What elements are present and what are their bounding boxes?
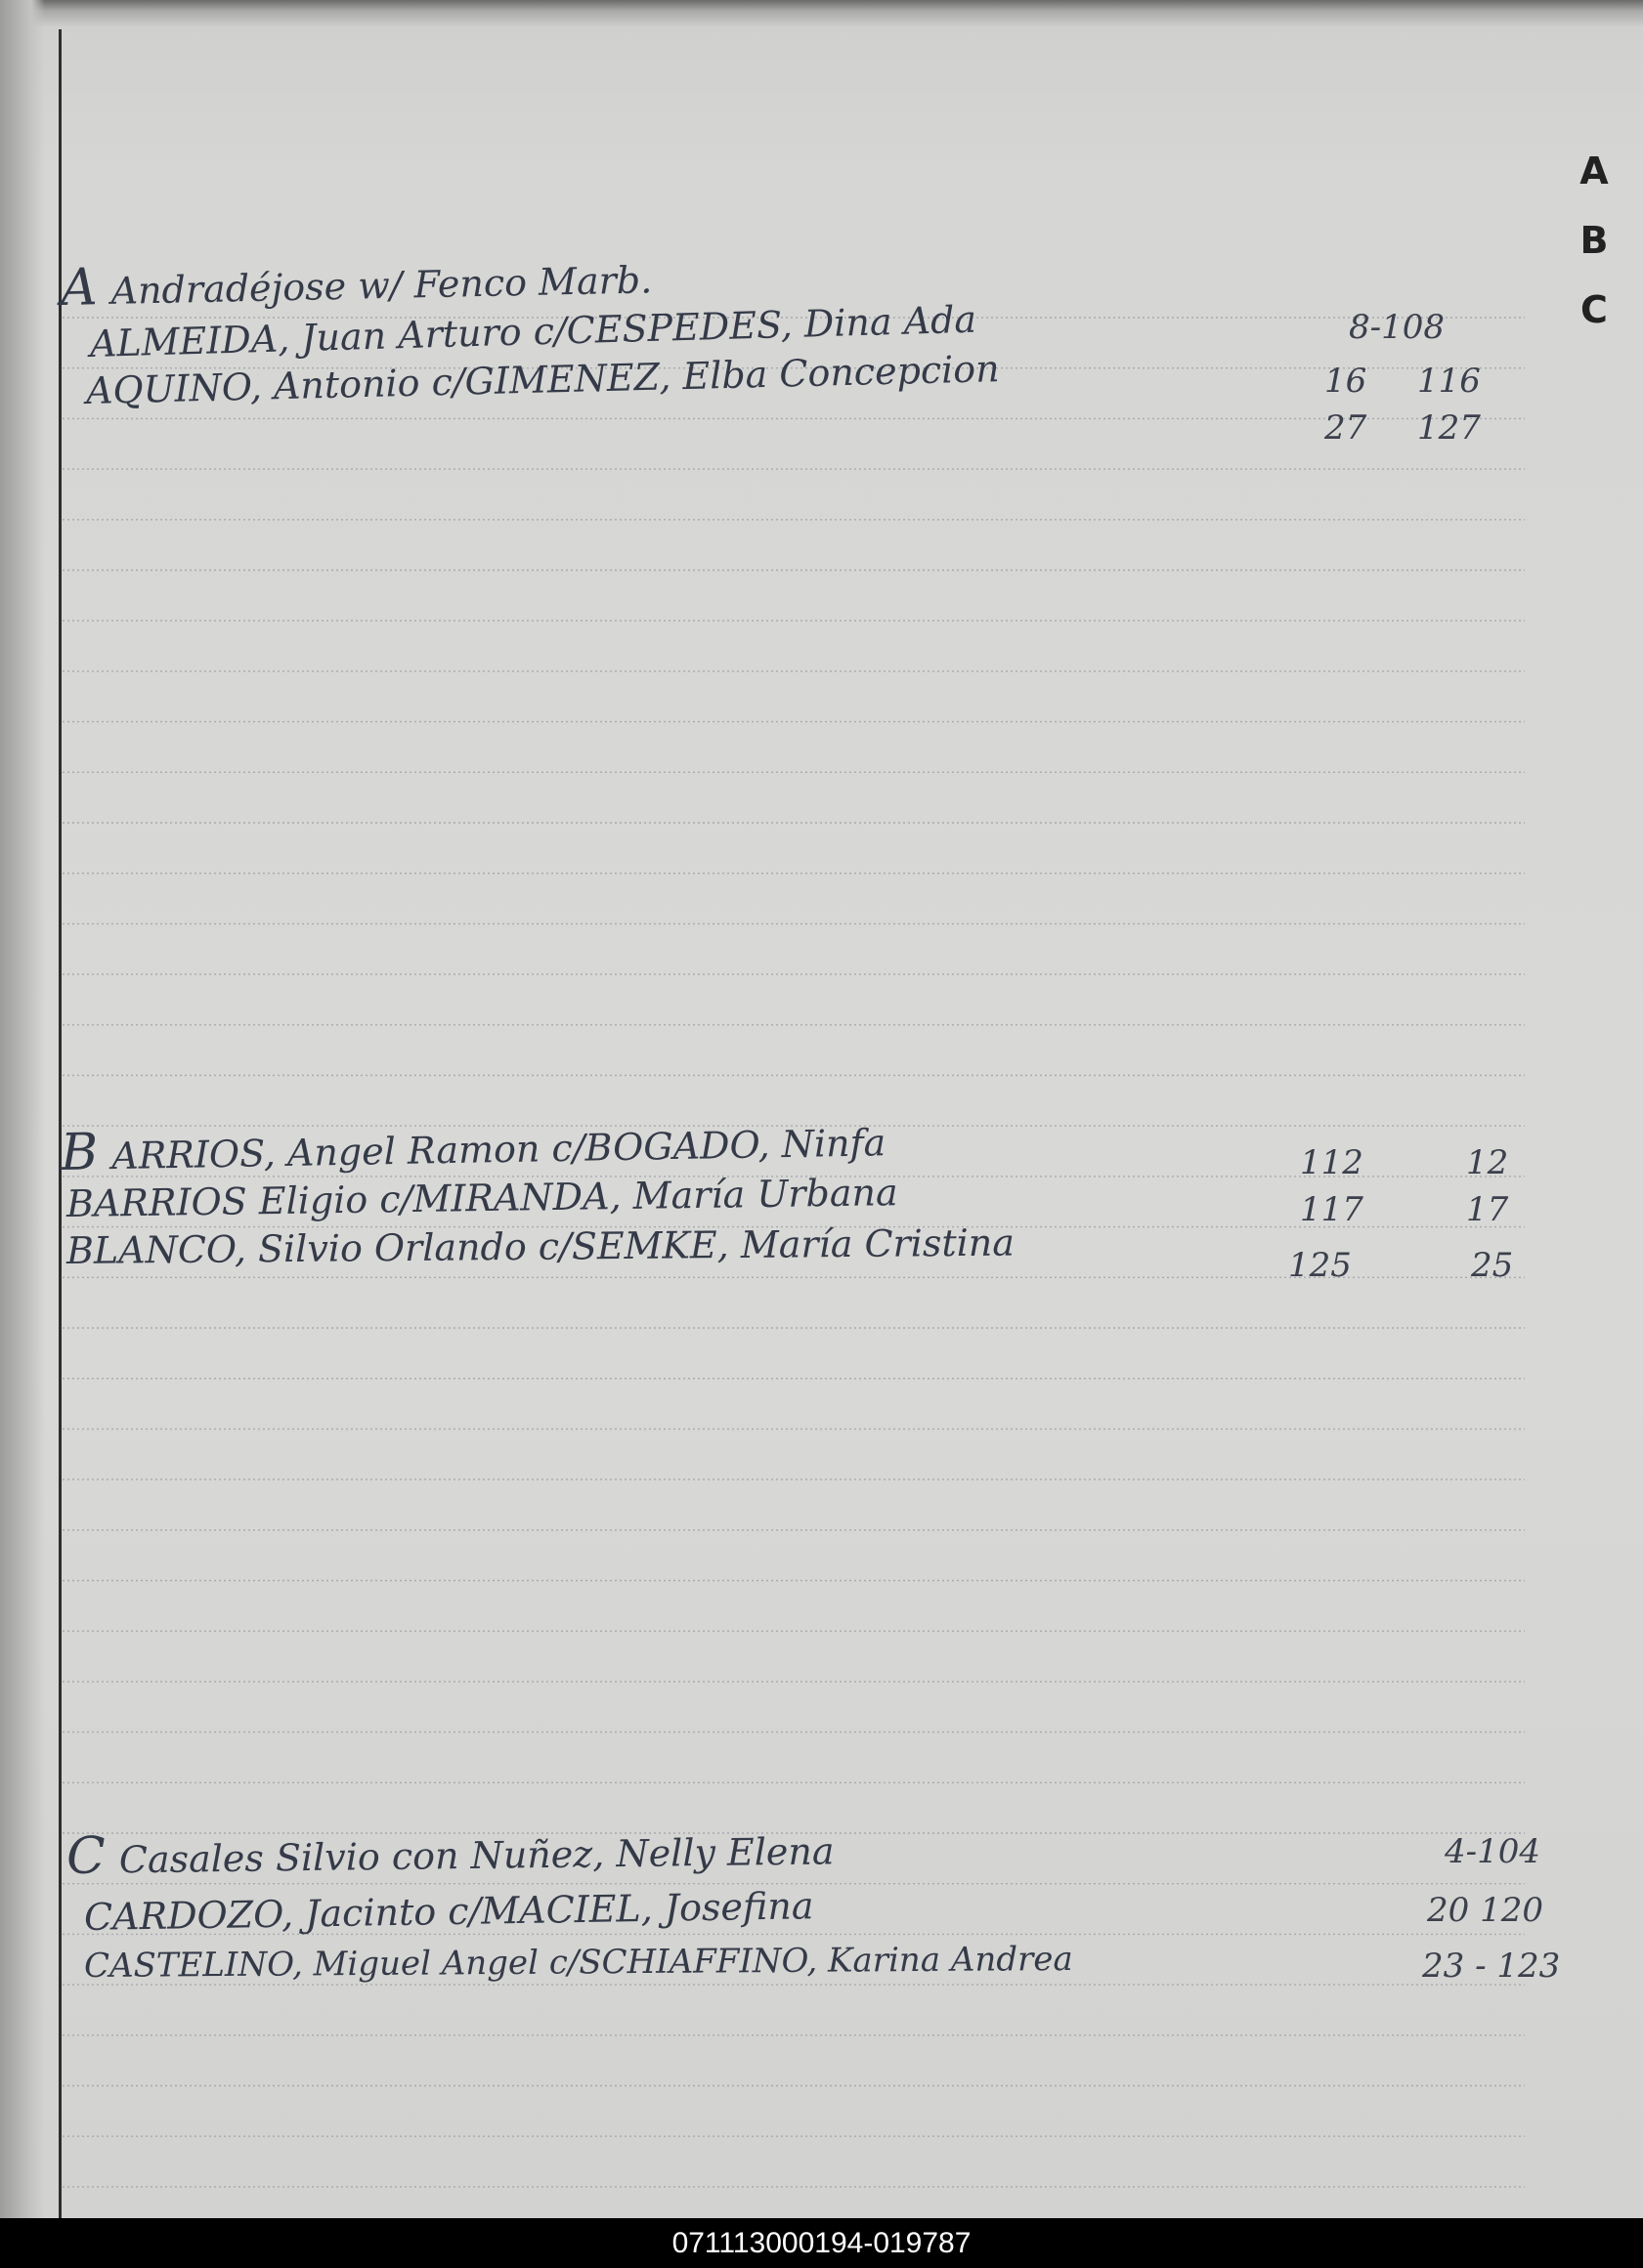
section-initial-a: A	[60, 258, 99, 318]
entry-name: CASTELINO, Miguel Angel c/SCHIAFFINO, Karina Andrea	[83, 1939, 1073, 1986]
entry-ref2: 127	[1417, 408, 1481, 448]
index-tab-c[interactable]: C	[1580, 288, 1608, 331]
entry-name: Andradéjose w/ Fenco Marb.	[110, 258, 653, 313]
entry-ref2: 116	[1417, 362, 1481, 401]
entry-name: BARRIOS Eligio c/MIRANDA, María Urbana	[65, 1171, 898, 1225]
entry-ref2: 12	[1466, 1143, 1509, 1182]
index-tab-b[interactable]: B	[1579, 219, 1609, 262]
entry-ref2: 17	[1466, 1190, 1509, 1229]
entry-ref1: 125	[1288, 1246, 1352, 1285]
entry-c-1	[66, 1818, 835, 1886]
entry-ref2: 20 120	[1427, 1891, 1543, 1930]
entry-name: CARDOZO, Jacinto c/MACIEL, Josefina	[83, 1884, 814, 1939]
section-initial-b: B	[60, 1123, 99, 1182]
entry-ref2: 4-104	[1445, 1832, 1541, 1871]
entry-ref2: 23 - 123	[1422, 1947, 1561, 1986]
entry-name: ALMEIDA, Juan Arturo c/CESPEDES, Dina Ada	[89, 297, 977, 365]
entry-name: ARRIOS, Angel Ramon c/BOGADO, Ninfa	[110, 1121, 886, 1178]
index-tab-a[interactable]: A	[1579, 150, 1609, 193]
section-initial-c: C	[65, 1826, 107, 1886]
document-id: 071113000194-019787	[671, 2227, 972, 2259]
entry-ref2: 25	[1471, 1246, 1514, 1285]
entry-ref1: 117	[1300, 1190, 1363, 1229]
entry-ref1: 16	[1324, 362, 1367, 401]
entry-ref1: 112	[1300, 1143, 1363, 1182]
entry-ref2: 8-108	[1349, 308, 1446, 347]
index-tabs	[1575, 142, 1614, 350]
entry-b-3	[66, 1221, 1015, 1272]
entry-name: BLANCO, Silvio Orlando c/SEMKE, María Cristina	[65, 1220, 1016, 1272]
entry-ref1: 27	[1324, 408, 1367, 448]
entry-c-3	[84, 1940, 1073, 1986]
entry-name: Casales Silvio con Nuñez, Nelly Elena	[118, 1829, 835, 1882]
document-id-bar	[0, 2218, 1643, 2268]
entry-name: AQUINO, Antonio c/GIMENEZ, Elba Concepcion	[85, 347, 1001, 412]
entry-a-1	[60, 246, 652, 318]
